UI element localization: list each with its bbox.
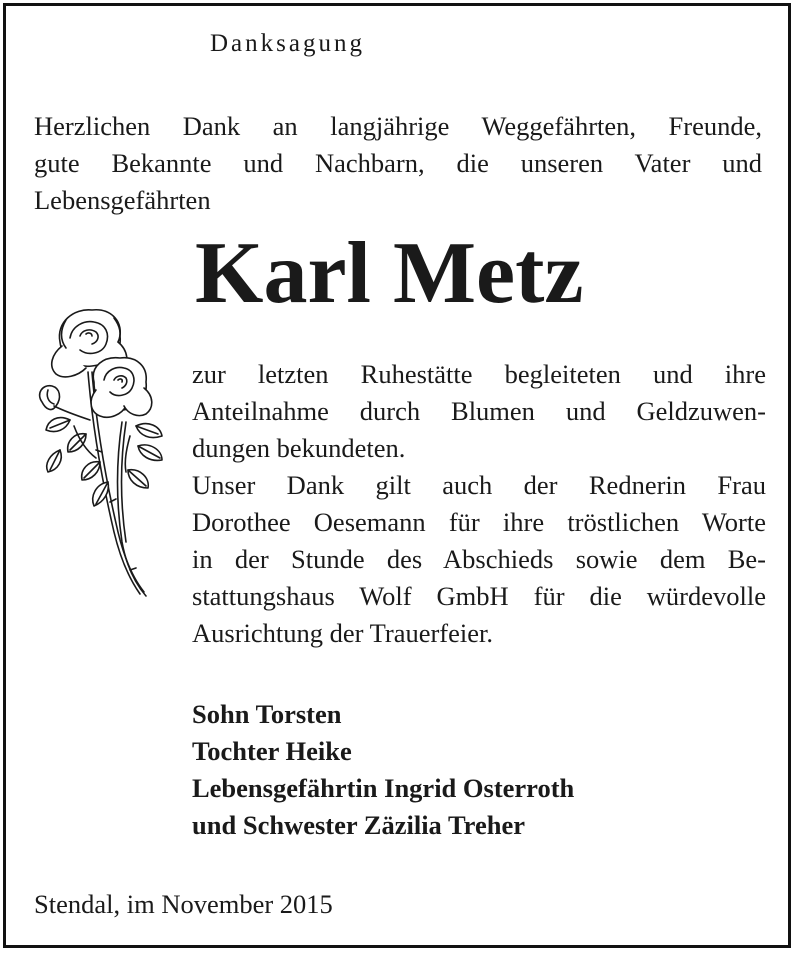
- intro-line: Herzlichen Dank an langjährige Weggefährten, Freunde,: [34, 111, 762, 141]
- intro-line: gute Bekannte und Nachbarn, die unseren Vater und: [34, 148, 762, 178]
- signer-name: Tochter Heike: [192, 736, 352, 766]
- body-line: Anteilnahme durch Blumen und Geldzuwen-: [192, 396, 766, 426]
- signer-name: und Schwester Zäzilia Treher: [192, 810, 525, 840]
- body-line: dungen bekundeten.: [192, 433, 406, 463]
- body-paragraph: [192, 356, 766, 652]
- body-line: Ausrichtung der Trauerfeier.: [192, 618, 493, 648]
- body-line: stattungshaus Wolf GmbH für die würdevolle: [192, 581, 766, 611]
- body-line: Dorothee Oesemann für ihre tröstlichen Worte: [192, 507, 766, 537]
- body-line: in der Stunde des Abschieds sowie dem Be-: [192, 544, 766, 574]
- body-line: zur letzten Ruhestätte begleiteten und ihre: [192, 359, 766, 389]
- place-date: Stendal, im November 2015: [34, 889, 333, 919]
- signer-name: Lebensgefährtin Ingrid Osterroth: [192, 773, 575, 803]
- intro-line: Lebensgefährten: [34, 185, 211, 215]
- roses-illustration-icon: [30, 302, 170, 602]
- body-line: Unser Dank gilt auch der Rednerin Frau: [192, 470, 766, 500]
- signer-name: Sohn Torsten: [192, 699, 342, 729]
- signers-list: [192, 696, 574, 844]
- intro-paragraph: [34, 108, 762, 219]
- notice-heading: Danksagung: [210, 30, 365, 57]
- deceased-name: Karl Metz: [195, 225, 584, 322]
